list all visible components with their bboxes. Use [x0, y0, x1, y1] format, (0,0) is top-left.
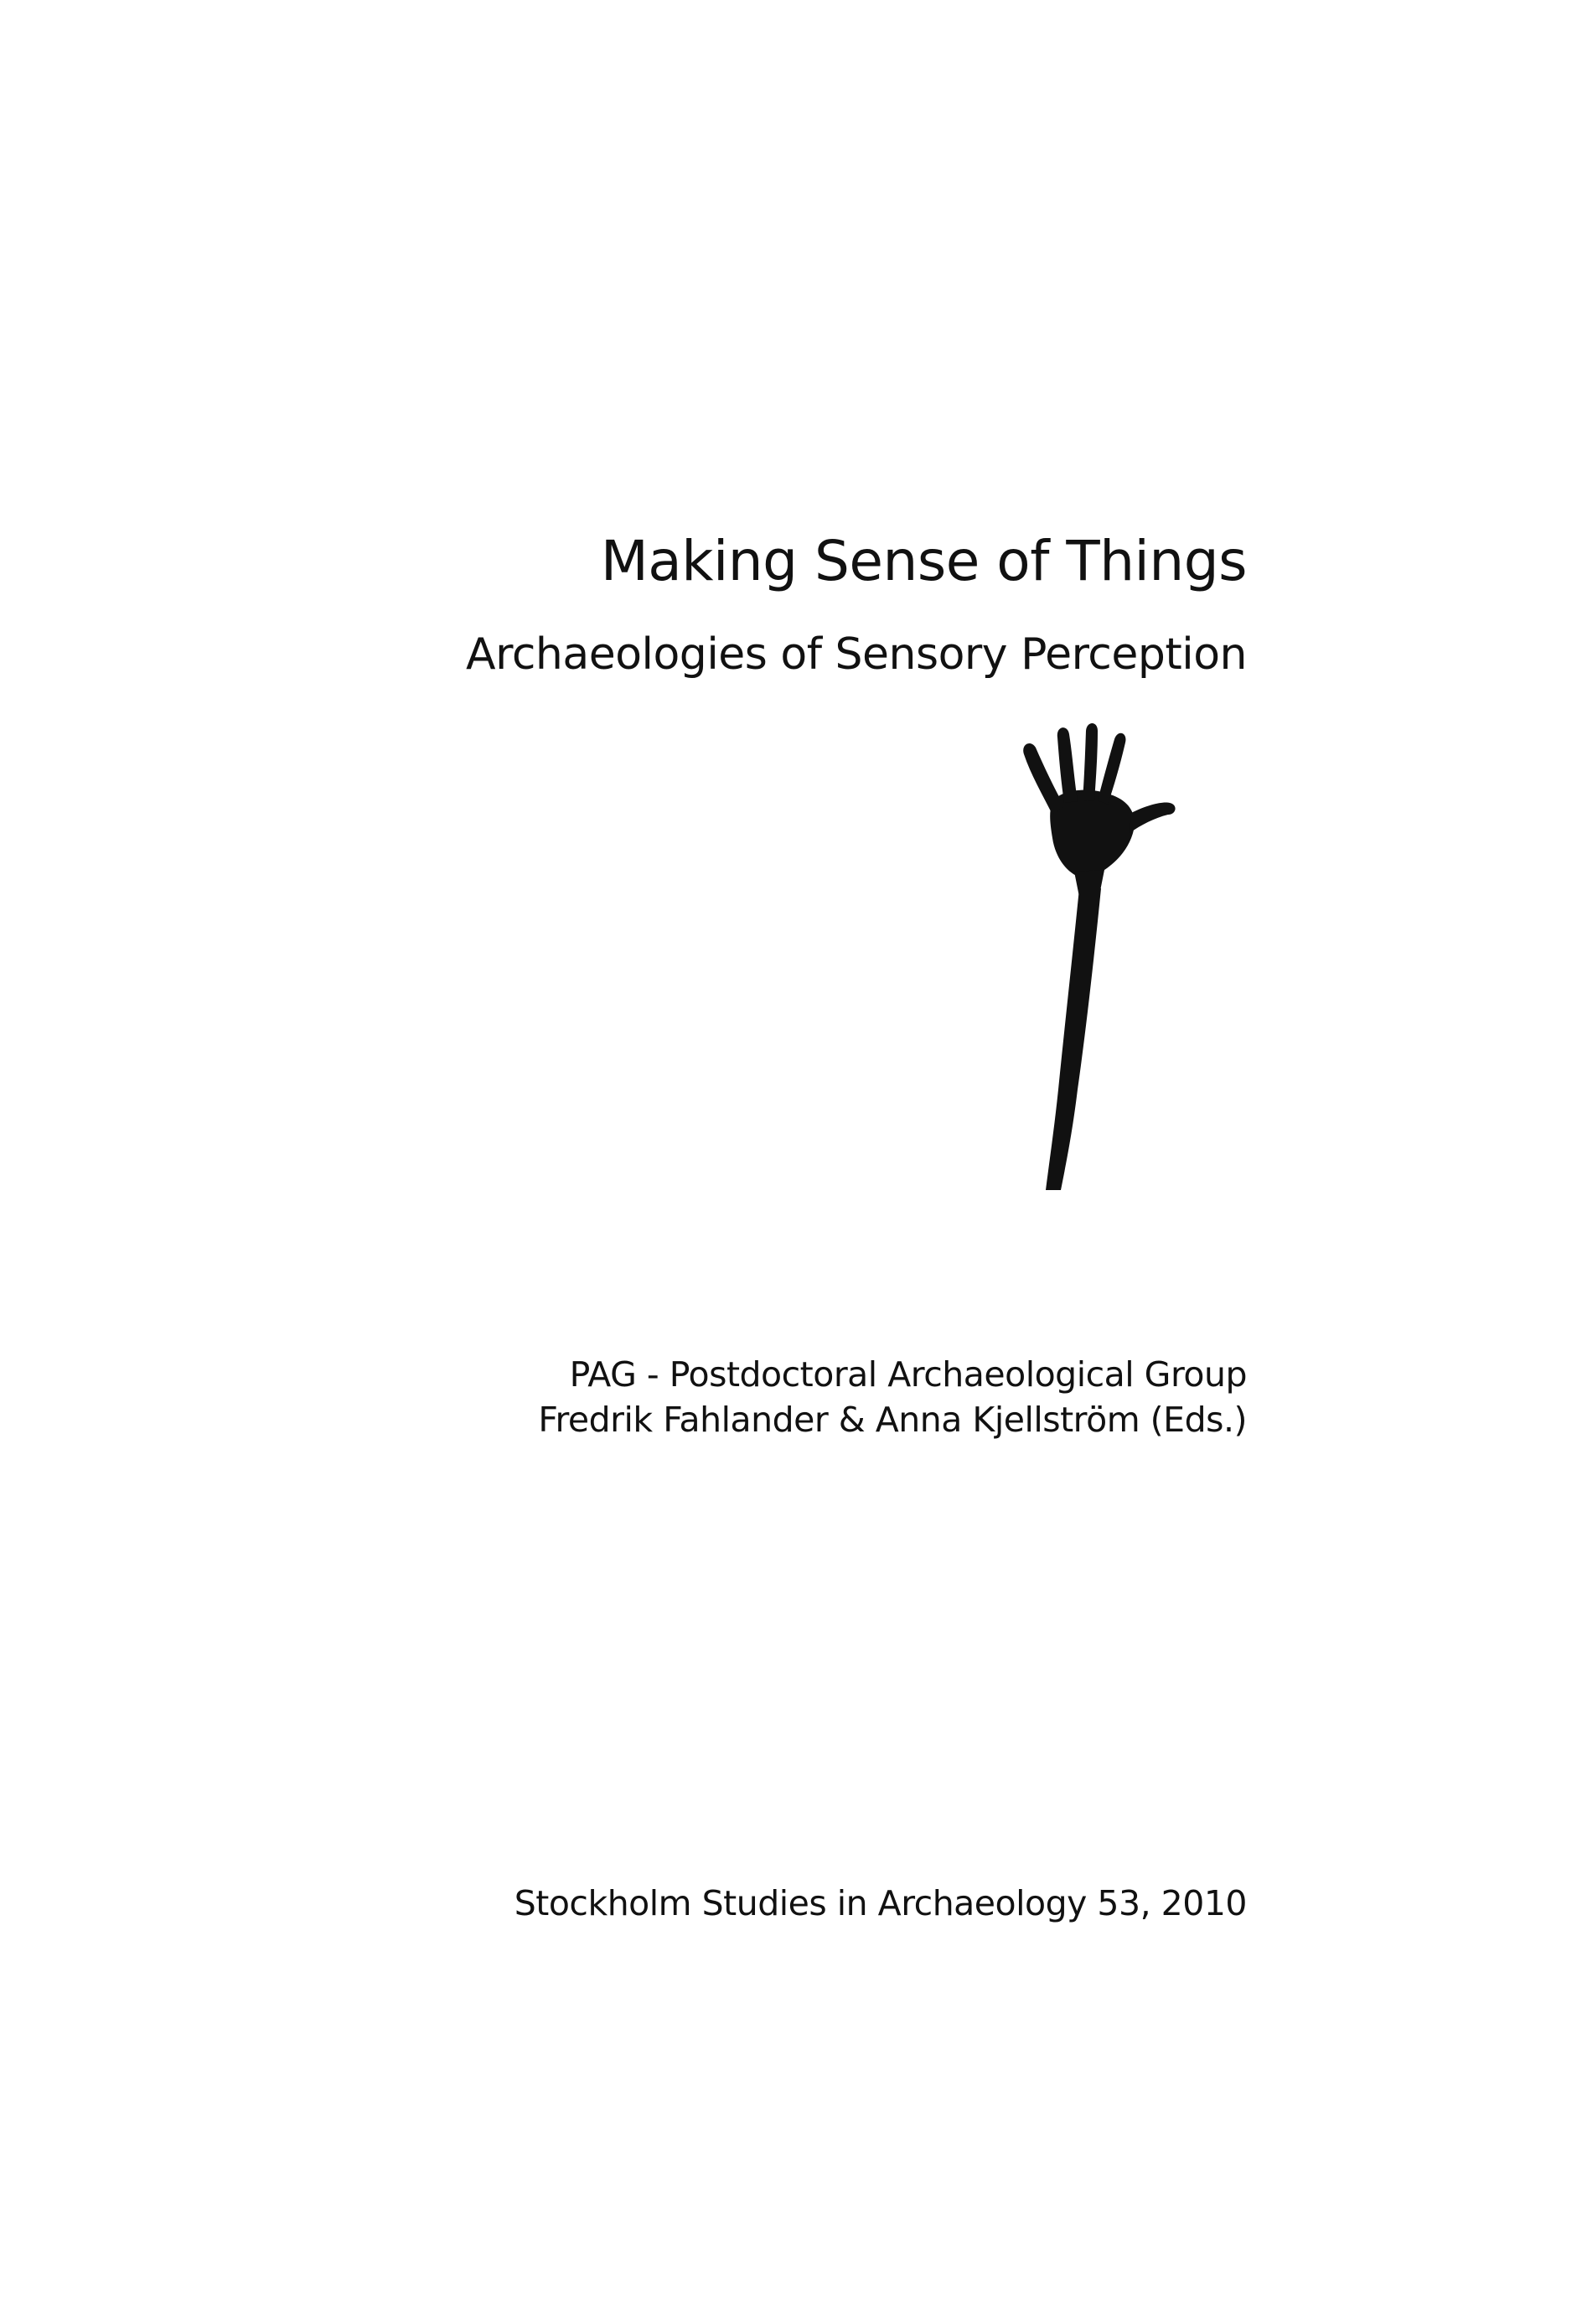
editors-block	[538, 1352, 1247, 1442]
group-name: PAG - Postdoctoral Archaeological Group	[569, 1354, 1247, 1395]
hand-rock-carving-icon	[1006, 721, 1190, 1198]
editor-names: Fredrik Fahlander & Anna Kjellström (Eds.)	[538, 1400, 1247, 1440]
book-subtitle: Archaeologies of Sensory Perception	[466, 629, 1247, 680]
book-title: Making Sense of Things	[600, 529, 1247, 593]
series-line: Stockholm Studies in Archaeology 53, 2010	[514, 1883, 1247, 1923]
